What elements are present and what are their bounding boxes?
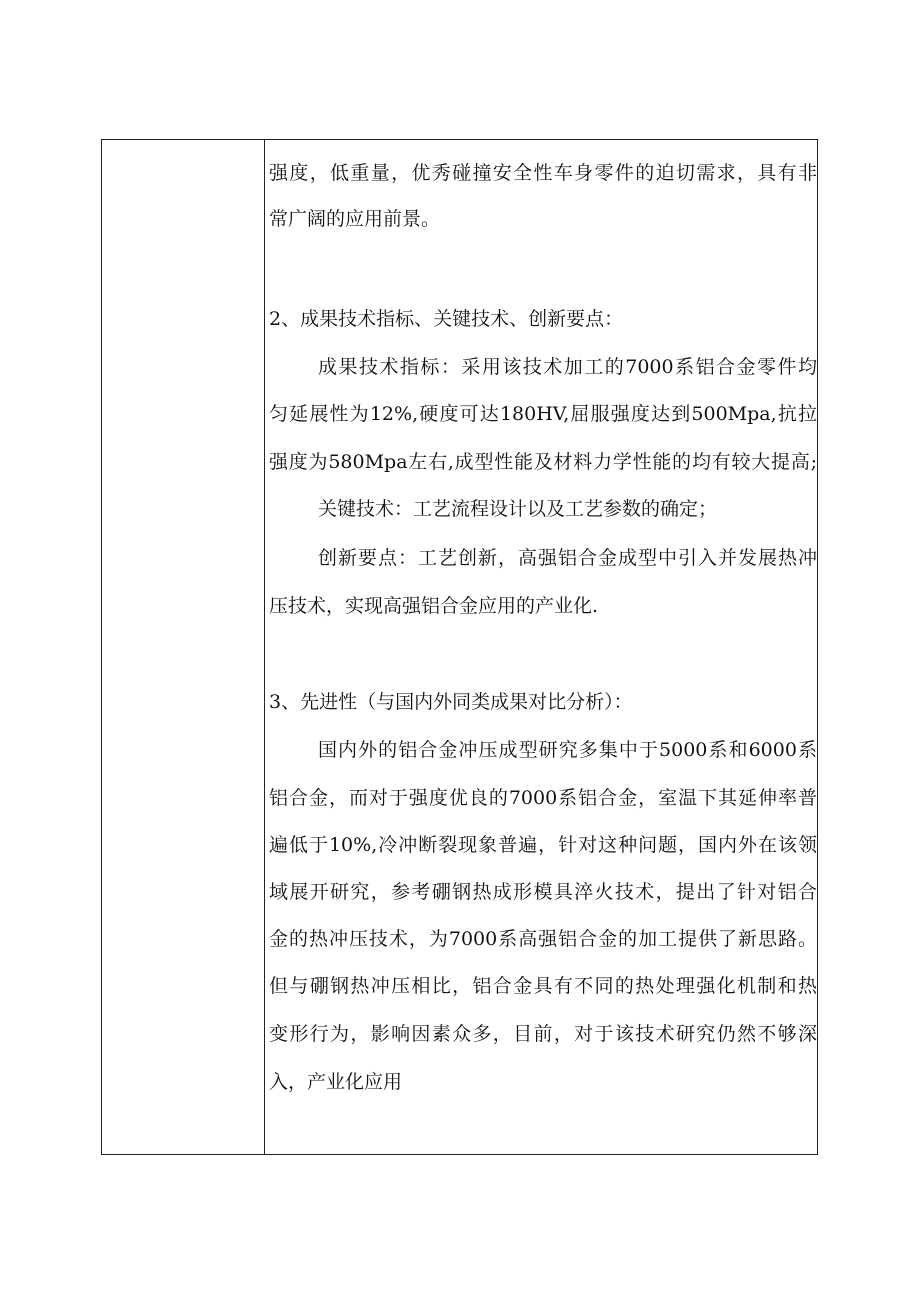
paragraph-line: 域展开研究，参考硼钢热成形模具淬火技术，提出了针对铝合 (269, 881, 817, 903)
paragraph-line: 成果技术指标：采用该技术加工的7000系铝合金零件均 (318, 356, 817, 378)
paragraph-line: 强度为580Mpa左右,成型性能及材料力学性能的均有较大提高; (269, 451, 817, 473)
paragraph-line: 遍低于10%,冷冲断裂现象普遍，针对这种问题，国内外在该领 (269, 834, 817, 856)
paragraph-line: 入，产业化应用 (269, 1071, 403, 1093)
paragraph-line: 铝合金，而对于强度优良的7000系铝合金，室温下其延伸率普 (269, 787, 817, 809)
section-heading: 2、成果技术指标、关键技术、创新要点： (269, 308, 624, 330)
paragraph-line: 匀延展性为12%,硬度可达180HV,屈服强度达到500Mpa,抗拉 (269, 403, 817, 425)
paragraph-line: 国内外的铝合金冲压成型研究多集中于5000系和6000系 (318, 739, 817, 761)
paragraph-line: 强度，低重量，优秀碰撞安全性车身零件的迫切需求，具有非 (269, 162, 817, 184)
form-table (101, 139, 818, 1155)
content-cell (266, 140, 817, 1154)
label-cell (102, 140, 265, 1154)
paragraph-line: 压技术，实现高强铝合金应用的产业化. (269, 595, 599, 617)
paragraph-line: 关键技术：工艺流程设计以及工艺参数的确定； (318, 498, 718, 520)
paragraph-line: 变形行为，影响因素众多，目前，对于该技术研究仍然不够深 (269, 1023, 817, 1045)
paragraph-line: 创新要点：工艺创新，高强铝合金成型中引入并发展热冲 (318, 547, 817, 569)
paragraph-line: 常广阔的应用前景。 (269, 208, 441, 230)
paragraph-line: 金的热冲压技术，为7000系高强铝合金的加工提供了新思路。 (269, 928, 817, 950)
paragraph-line: 但与硼钢热冲压相比，铝合金具有不同的热处理强化机制和热 (269, 975, 817, 997)
section-heading: 3、先进性（与国内外同类成果对比分析）： (269, 691, 633, 713)
